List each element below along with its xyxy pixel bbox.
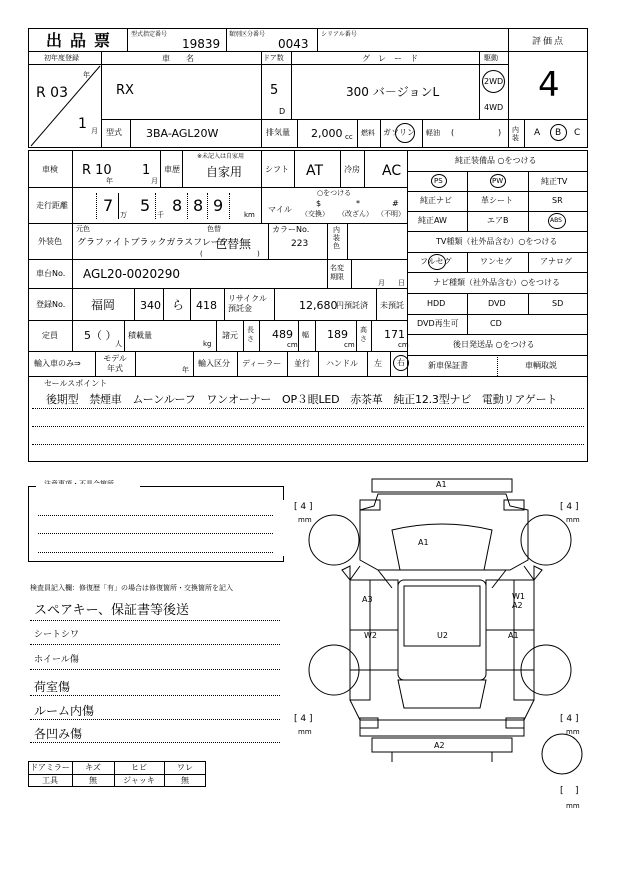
- tire-depth-spare: [560, 787, 579, 796]
- mile-label: マイル: [268, 205, 292, 214]
- import-year-unit: 年: [182, 366, 189, 374]
- tailgate: [360, 720, 524, 736]
- recycle-amount: 12,680: [299, 299, 338, 312]
- tire-depth-rear-left: [294, 715, 313, 724]
- man-unit: 万: [120, 211, 127, 219]
- opt-cd: CD: [490, 319, 502, 328]
- mileage-label: 走行距離: [36, 201, 68, 210]
- opt-dvd-play: DVD再生可: [417, 319, 459, 328]
- width: 189: [327, 328, 348, 341]
- note-item-2: シートシワ: [34, 630, 80, 640]
- mileage-digit-1: 7: [103, 196, 114, 215]
- color-swap-paren-open: (: [200, 250, 203, 258]
- tire-front-left: [309, 515, 359, 565]
- front-left-door: [350, 580, 398, 630]
- import-label: 輸入車のみ⇒: [34, 359, 81, 368]
- spare-tire: [542, 734, 582, 774]
- mark-right-front: W1 A2: [512, 592, 525, 610]
- width-label: 幅: [302, 331, 309, 339]
- tire-depth-front-right: [560, 503, 579, 512]
- handle-label: ハンドル: [326, 359, 358, 368]
- exterior-color: グラファイトブラックガラスフレーク: [77, 238, 229, 248]
- ac-label: 冷房: [344, 165, 360, 174]
- inspection-year-unit: 年: [106, 177, 113, 185]
- tools-label: 工具: [42, 776, 58, 785]
- tools-header-mirror: ドアミラー: [30, 763, 70, 772]
- serial-label: シリアル番号: [321, 31, 357, 38]
- reg-num: 418: [196, 299, 217, 312]
- tire-depth-front-left: [294, 503, 313, 512]
- opt-navi: 純正ナビ: [420, 196, 452, 205]
- tire-rr-value: 4: [566, 714, 573, 724]
- inspection-month-unit: 月: [151, 177, 158, 185]
- model-year-label: モデル年式: [103, 354, 127, 373]
- note-item-4: 荷室傷: [34, 680, 71, 694]
- model-cert-label: 型式指定番号: [131, 31, 168, 38]
- unknown-mark: #: [392, 199, 399, 208]
- opt-abs: ABS: [550, 217, 562, 224]
- category-no: 0043: [278, 37, 309, 51]
- import-parallel: 並行: [294, 359, 310, 368]
- height: 171: [384, 328, 405, 341]
- month-unit: 月: [91, 127, 98, 135]
- shift-label: シフト: [265, 165, 289, 174]
- displacement: 2,000: [311, 127, 343, 140]
- diagonal-line: [29, 64, 101, 148]
- ac: AC: [382, 163, 402, 179]
- opt-analog: アナログ: [540, 257, 572, 266]
- mm-unit-rl: mm: [298, 728, 312, 736]
- car-name: RX: [116, 83, 134, 98]
- car-diagram: [300, 470, 590, 810]
- bracket-close: ]: [575, 714, 579, 724]
- note-item-3: ホイール傷: [34, 655, 79, 665]
- reg-label: 登録No.: [36, 300, 66, 309]
- rear-window: [398, 680, 486, 708]
- tv-header: TV種類（社外品含む）○をつける: [436, 237, 558, 246]
- color-swap: 色替無: [215, 237, 252, 251]
- interior-grade-a: A: [534, 128, 541, 138]
- inspection-month: 1: [142, 163, 151, 178]
- inspection-era: R 10: [82, 163, 112, 178]
- mm-unit-fr: mm: [566, 516, 580, 524]
- model: 3BA-AGL20W: [146, 127, 219, 140]
- bracket-open: [: [560, 502, 564, 512]
- navi-header: ナビ種類（社外品含む）○をつける: [433, 278, 560, 287]
- tamper-mark: *: [356, 199, 360, 208]
- opt-pw: PW: [492, 177, 504, 185]
- equip-header: 純正装備品 ○をつける: [455, 156, 537, 165]
- color-swap-paren-close: ): [257, 250, 260, 258]
- mark-hood: A1: [418, 538, 429, 547]
- later-warranty: 新車保証書: [428, 361, 468, 370]
- dimensions-label: 諸元: [222, 331, 238, 340]
- tire-fr-value: 4: [566, 502, 573, 512]
- capacity-label: 定員: [42, 331, 58, 340]
- recycle-label: リサイクル預託金: [228, 294, 267, 313]
- doors: 5: [270, 83, 279, 98]
- recycle-no: 未預託: [380, 301, 404, 310]
- first-reg-month: 1: [78, 116, 87, 132]
- cc-unit: cc: [345, 133, 353, 141]
- front-right-door: [486, 580, 534, 630]
- tire-rl-value: 4: [300, 714, 307, 724]
- bracket-close: ]: [575, 786, 579, 796]
- opt-sr: SR: [552, 196, 563, 205]
- roof: [398, 580, 486, 680]
- rating-label: 評価点: [532, 37, 566, 47]
- color-label: 外装色: [38, 237, 62, 246]
- width-cm-unit: cm: [344, 341, 355, 349]
- mark-rear-bumper: A2: [434, 741, 445, 750]
- swap-mark: $: [316, 199, 322, 208]
- hood-panel: [360, 494, 528, 570]
- history: 自家用: [206, 165, 243, 179]
- opt-hdd: HDD: [427, 299, 446, 308]
- mile-mark-note: ○をつける: [317, 189, 352, 197]
- drive-2wd: 2WD: [484, 77, 504, 86]
- import-type-label: 輸入区分: [198, 359, 230, 368]
- height-label: 高さ: [360, 326, 367, 343]
- fuel: ガソリン: [383, 128, 415, 137]
- mm-unit-fl: mm: [298, 516, 312, 524]
- length-cm-unit: cm: [287, 341, 298, 349]
- length: 489: [272, 328, 293, 341]
- opt-airbag: エアB: [487, 216, 509, 225]
- chassis: AGL20-0020290: [83, 267, 181, 281]
- doors-label: ドア数: [263, 54, 284, 62]
- bracket-open: [: [294, 502, 298, 512]
- tools-header-crack: ヒビ: [131, 763, 147, 772]
- later-header: 後日発送品 ○をつける: [453, 340, 535, 349]
- color-no-label: カラーNo.: [272, 225, 310, 234]
- interior-grade-c: C: [574, 128, 581, 138]
- opt-sd: SD: [552, 299, 564, 308]
- fuel-label: 燃料: [361, 129, 375, 137]
- chassis-label: 車台No.: [36, 269, 66, 278]
- height-cm-unit: cm: [398, 341, 409, 349]
- inspection-label: 車検: [42, 165, 58, 174]
- km-unit: km: [244, 211, 255, 219]
- year-unit: 年: [83, 71, 90, 79]
- door-type: D: [279, 107, 286, 116]
- reg-class: 340: [140, 299, 161, 312]
- bracket-close: ]: [575, 502, 579, 512]
- jack-value: 無: [181, 776, 189, 785]
- handle-right: 右: [397, 358, 405, 367]
- mileage-digit-2: 5: [140, 196, 151, 215]
- model-cert-no: 19839: [182, 37, 221, 51]
- mark-right-rear: A1: [508, 631, 519, 640]
- mileage-digit-5: 9: [213, 196, 224, 215]
- unknown-label: （不明）: [377, 210, 405, 218]
- handle-left: 左: [374, 359, 382, 368]
- reg-kana: ら: [172, 298, 185, 312]
- sen-unit: 千: [157, 211, 164, 219]
- light-oil-label: 軽油: [426, 129, 440, 137]
- displacement-label: 排気量: [266, 128, 290, 137]
- mark-left-front: A3: [362, 595, 373, 604]
- interior-label: 内装: [512, 126, 519, 142]
- rating-value: 4: [538, 65, 560, 105]
- paren-open: (: [451, 128, 455, 137]
- interior-color-label: 内装色: [333, 226, 340, 250]
- sales-points: 後期型 禁煙車 ムーンルーフ ワンオーナー OP３眼LED 赤茶革 純正12.3型ナビ 電動リアゲート: [46, 393, 558, 406]
- opt-oneseg: ワンセグ: [480, 257, 512, 266]
- drive-label: 駆動: [484, 54, 498, 62]
- history-label: 車歴: [164, 165, 180, 174]
- nc-month-unit: 月: [378, 279, 385, 287]
- bracket-open: [: [560, 714, 564, 724]
- mm-unit-rr: mm: [566, 728, 580, 736]
- opt-tv: 純正TV: [541, 177, 568, 186]
- name-change-label: 名変期限: [330, 264, 344, 281]
- tamper-label: （改ざん）: [338, 210, 373, 218]
- mark-left-rear: W2: [364, 631, 377, 640]
- swap-label: （交換）: [301, 210, 329, 218]
- opt-leather: 革シート: [481, 196, 513, 205]
- mark-roof: U2: [437, 631, 448, 640]
- orig-color-label: 元色: [76, 225, 90, 233]
- paren-close: ): [498, 128, 502, 137]
- load-label: 積載量: [128, 331, 152, 340]
- grade-label: グ レ ー ド: [362, 54, 418, 63]
- sales-points-label: セールスポイント: [44, 379, 108, 388]
- kg-unit: kg: [203, 340, 212, 348]
- first-reg-era: R 03: [36, 85, 68, 101]
- bracket-close: ]: [309, 502, 313, 512]
- mark-front-bumper: A1: [436, 480, 447, 489]
- shift: AT: [306, 163, 324, 179]
- note-item-5: ルーム内傷: [34, 704, 95, 718]
- mm-unit-spare: mm: [566, 802, 580, 810]
- opt-ps: PS: [434, 177, 443, 185]
- car-name-label: 車 名: [162, 54, 194, 63]
- inspector-note: 検査員記入欄：修復歴「有」の場合は修復箇所・交換箇所を記入: [30, 584, 233, 592]
- tire-fl-value: 4: [300, 502, 307, 512]
- tire-depth-rear-right: [560, 715, 579, 724]
- color-swap-label: 色替: [207, 225, 221, 233]
- reg-area: 福岡: [91, 298, 116, 312]
- tools-header-scratch: キズ: [85, 763, 101, 772]
- drive-4wd: 4WD: [484, 103, 504, 112]
- person-unit: 人: [115, 340, 122, 348]
- import-dealer: ディーラー: [242, 359, 282, 368]
- bracket-open: [: [294, 714, 298, 724]
- category-label: 類別区分番号: [229, 31, 266, 38]
- opt-dvd: DVD: [488, 299, 506, 308]
- later-manual: 車輌取説: [525, 361, 557, 370]
- tools-header-break: ワレ: [177, 763, 193, 772]
- tools-value: 無: [89, 776, 97, 785]
- opt-aw: 純正AW: [418, 216, 447, 225]
- recycle-unit: 円預託済: [336, 301, 368, 310]
- length-label: 長さ: [247, 326, 254, 343]
- note-item-1: スペアキー、保証書等後送: [34, 603, 189, 618]
- mileage-digit-4: 8: [193, 196, 204, 215]
- interior-grade-b: B: [555, 128, 562, 138]
- grade: 300 バ－ジョンL: [346, 85, 440, 99]
- windshield: [392, 524, 492, 570]
- jack-label: ジャッキ: [123, 776, 155, 785]
- mileage-digit-3: 8: [172, 196, 183, 215]
- model-label: 型式: [106, 128, 122, 137]
- bracket-close: ]: [309, 714, 313, 724]
- page-title: 出品票: [46, 31, 119, 50]
- nc-day-unit: 日: [398, 279, 405, 287]
- opt-fullseg: フルセグ: [420, 257, 452, 266]
- bracket-open: [: [560, 786, 564, 796]
- note-item-6: 各凹み傷: [34, 727, 83, 741]
- color-no: 223: [291, 239, 309, 249]
- first-reg-label: 初年度登録: [44, 54, 79, 62]
- history-note: ※未記入は自家用: [197, 153, 245, 160]
- capacity: 5（ ）: [84, 329, 117, 342]
